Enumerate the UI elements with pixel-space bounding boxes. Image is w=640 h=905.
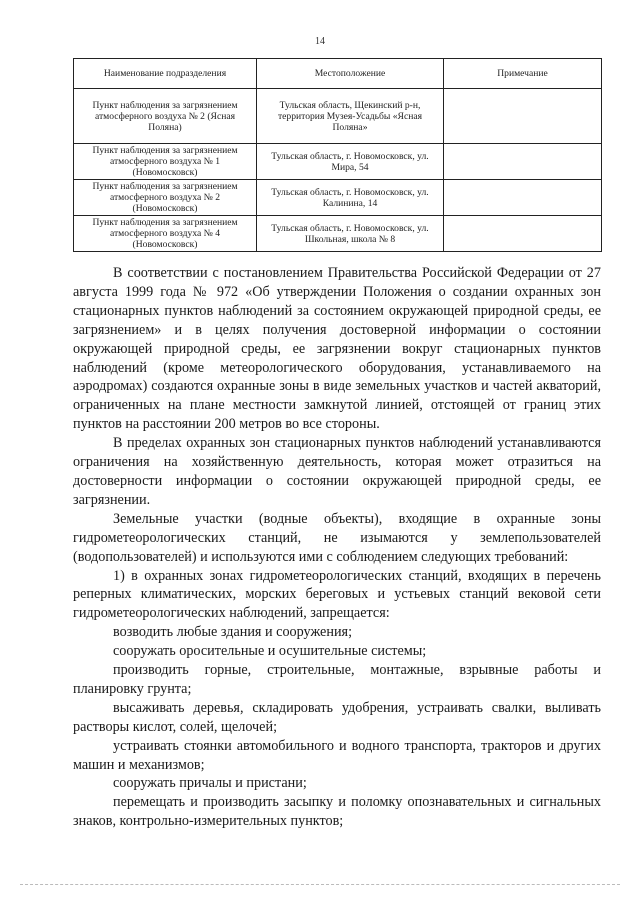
paragraph-item-1: 1) в охранных зонах гидрометеорологических станций, входящих в перечень реперных климатических, морских береговых и устьевых станций вековой сети гидрометеорологических наблюдений, запрещается: [73, 567, 601, 622]
page-number: 14 [315, 36, 325, 47]
paragraph-intro: В соответствии с постановлением Правительства Российской Федерации от 27 августа 1999 года № 972 «Об утверждении Положения о создании охранных зон стационарных пунктов наблюдений за состоянием окружающей природной среды, ее загрязнением» и в целях получения достоверной информации о состоянии окружающей природной среды, ее загрязнении вокруг стационарных пунктов наблюдений (кроме метеорологического оборудования, устанавливаемого на аэродромах) создаются охранные зоны в виде земельных участков и частей акваторий, ограниченных на плане местности замкнутой линией, отстоящей от границ этих пунктов на расстоянии 200 метров во все стороны. [73, 265, 601, 433]
column-header-note: Примечание [444, 59, 602, 89]
table-row [74, 216, 602, 252]
station-location-cell: Тульская область, Щекинский р-н, территория Музея-Усадьбы «Ясная Поляна» [257, 89, 444, 144]
station-location-cell: Тульская область, г. Новомосковск, ул. Школьная, школа № 8 [257, 216, 444, 252]
list-item: производить горные, строительные, монтажные, взрывные работы и планировку грунта; [73, 662, 601, 697]
column-header-name: Наименование подразделения [74, 59, 257, 89]
list-item: устраивать стоянки автомобильного и водного транспорта, тракторов и других машин и механизмов; [73, 737, 601, 773]
list-item: перемещать и производить засыпку и поломку опознавательных и сигнальных знаков, контрольно-измерительных пунктов; [73, 794, 601, 830]
paragraph-restrictions: В пределах охранных зон стационарных пунктов наблюдений устанавливаются ограничения на хозяйственную деятельность, которая может отразиться на достоверности информации о состоянии окружающей природной среды, ее загрязнении. [73, 435, 601, 508]
station-note-cell [444, 180, 602, 216]
list-item: возводить любые здания и сооружения; [113, 624, 353, 641]
table-row [74, 180, 602, 216]
list-item: сооружать оросительные и осушительные системы; [113, 643, 427, 660]
table-row [74, 144, 602, 180]
paragraph-land-plots: Земельные участки (водные объекты), входящие в охранные зоны гидрометеорологических станций, не изымаются у землепользователей (водопользователей) и используются ими с соблюдением следующих требований: [73, 510, 601, 565]
list-item: высаживать деревья, складировать удобрения, устраивать свалки, выливать растворы кислот, солей, щелочей; [73, 699, 601, 735]
station-note-cell [444, 144, 602, 180]
stations-table [73, 58, 602, 252]
station-location-cell: Тульская область, г. Новомосковск, ул. Калинина, 14 [257, 180, 444, 216]
table-header-row [74, 59, 602, 89]
list-item: сооружать причалы и пристани; [113, 775, 307, 792]
scan-edge-divider [20, 884, 620, 886]
station-note-cell [444, 89, 602, 144]
station-name-cell: Пункт наблюдения за загрязнением атмосферного воздуха № 2 (Ясная Поляна) [74, 89, 257, 144]
station-name-cell: Пункт наблюдения за загрязнением атмосферного воздуха № 2 (Новомосковск) [74, 180, 257, 216]
station-note-cell [444, 216, 602, 252]
station-name-cell: Пункт наблюдения за загрязнением атмосферного воздуха № 4 (Новомосковск) [74, 216, 257, 252]
station-name-cell: Пункт наблюдения за загрязнением атмосферного воздуха № 1 (Новомосковск) [74, 144, 257, 180]
column-header-location: Местоположение [257, 59, 444, 89]
table-row [74, 89, 602, 144]
station-location-cell: Тульская область, г. Новомосковск, ул. Мира, 54 [257, 144, 444, 180]
document-body [73, 264, 601, 831]
